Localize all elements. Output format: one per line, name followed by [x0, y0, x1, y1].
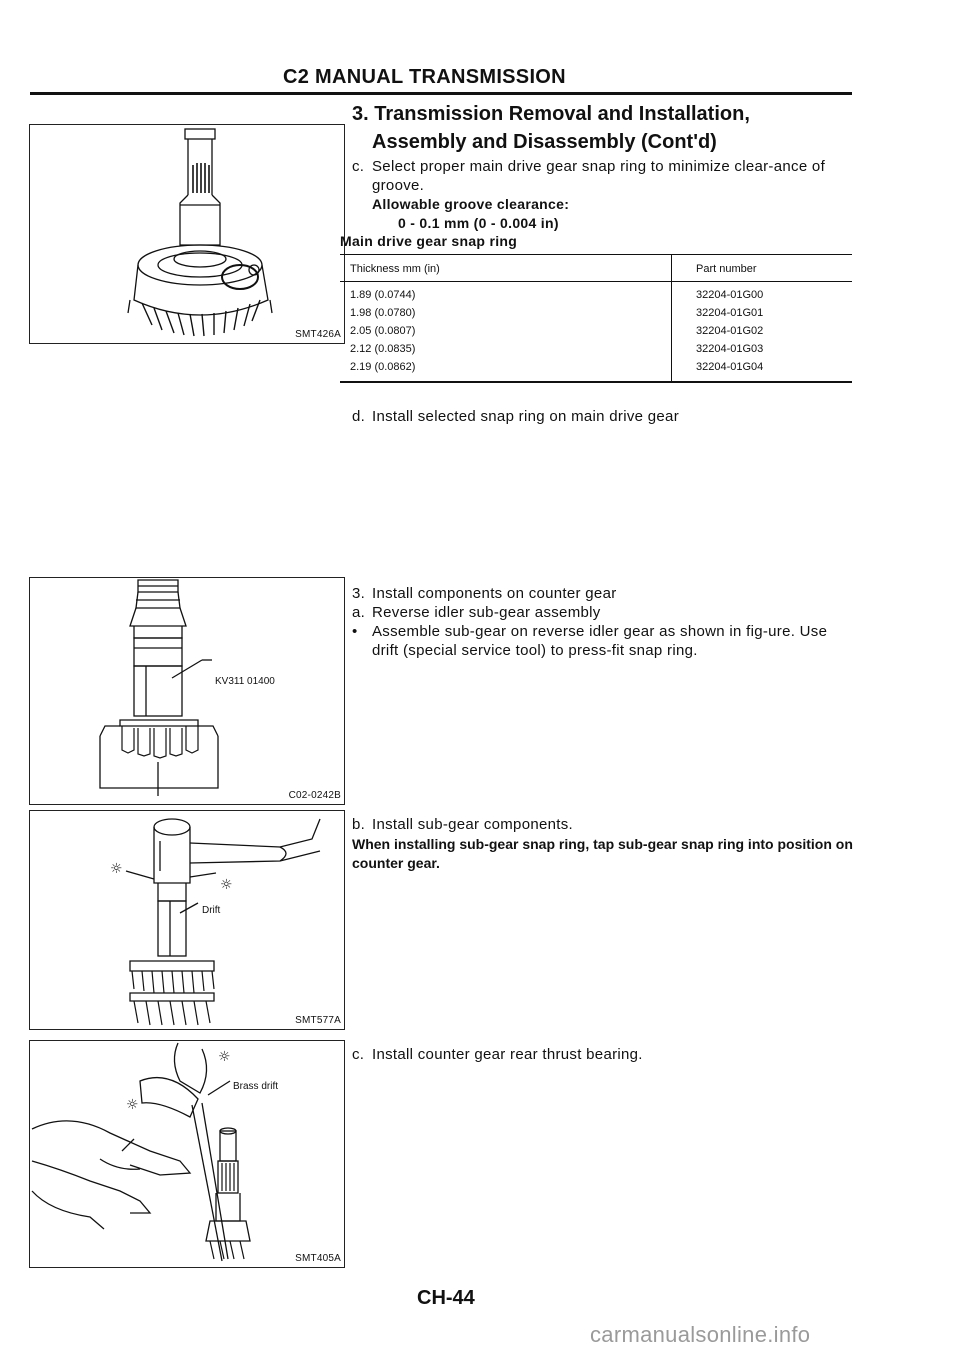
section-title-line2: Assembly and Disassembly (Cont'd) — [372, 131, 717, 153]
tool-label: Drift — [202, 905, 221, 916]
spec-value: 0 - 0.1 mm (0 - 0.004 in) — [398, 215, 559, 231]
figure-reverse-idler-gear — [29, 577, 345, 805]
step-marker: c. — [352, 1046, 365, 1063]
table-cell-thickness: 1.98 (0.0780) — [350, 307, 416, 319]
step-marker: 3. — [352, 585, 366, 602]
watermark: carmanualsonline.info — [590, 1322, 811, 1347]
step-c-thrust-bearing — [352, 1045, 852, 1064]
table-cell-part-number: 32204-01G03 — [672, 340, 853, 358]
table-row — [340, 340, 852, 358]
table-cell-thickness: 2.12 (0.0835) — [350, 343, 416, 355]
step-3-counter-gear — [352, 584, 852, 603]
table-cell-thickness: 2.19 (0.0862) — [340, 358, 672, 382]
figure-drift-counter-gear — [29, 810, 345, 1030]
step-marker: d. — [352, 408, 366, 425]
figure-code: SMT577A — [295, 1015, 341, 1026]
step-c-select-snap-ring — [352, 157, 852, 195]
step-a-reverse-idler — [352, 603, 852, 622]
figure-code: SMT426A — [295, 329, 341, 340]
snap-ring-table — [340, 254, 852, 383]
step-d-install-snap-ring — [352, 407, 852, 426]
reverse-idler-gear-illustration — [30, 578, 344, 804]
page-header-title: C2 MANUAL TRANSMISSION — [283, 66, 566, 88]
tool-label: KV311 01400 — [215, 676, 275, 687]
svg-text:☼: ☼ — [110, 861, 123, 877]
step-text: Reverse idler sub-gear assembly — [372, 604, 601, 621]
table-title: Main drive gear snap ring — [340, 233, 518, 249]
table-cell-part-number: 32204-01G02 — [672, 322, 853, 340]
table-row — [340, 282, 852, 305]
tool-label: Brass drift — [233, 1081, 279, 1092]
section-title — [352, 100, 750, 156]
table-cell-part-number: 32204-01G00 — [672, 282, 853, 305]
table-cell-thickness: 2.05 (0.0807) — [350, 325, 416, 337]
bullet-icon: • — [352, 623, 358, 640]
svg-text:☼: ☼ — [218, 1049, 231, 1065]
svg-text:☼: ☼ — [220, 877, 233, 893]
table-cell-part-number: 32204-01G04 — [672, 358, 853, 382]
step-b-subgear-components — [352, 815, 852, 834]
svg-text:☼: ☼ — [126, 1097, 139, 1113]
column-header-thickness: Thickness mm (in) — [350, 263, 440, 275]
step-marker: b. — [352, 816, 366, 833]
table-cell-thickness: 1.89 (0.0744) — [350, 289, 416, 301]
step-marker: a. — [352, 604, 366, 621]
page-number: CH-44 — [417, 1287, 475, 1309]
step-text: Install components on counter gear — [372, 585, 617, 602]
figure-code: C02-0242B — [288, 790, 341, 801]
figure-code: SMT405A — [295, 1253, 341, 1264]
brass-drift-illustration — [30, 1041, 344, 1267]
drift-counter-gear-illustration — [30, 811, 344, 1029]
figure-brass-drift-bearing — [29, 1040, 345, 1268]
step-text: Install sub-gear components. — [372, 816, 574, 833]
spec-label: Allowable groove clearance: — [372, 196, 570, 212]
table-row — [340, 322, 852, 340]
step-marker: c. — [352, 158, 365, 175]
table-cell-part-number: 32204-01G01 — [672, 304, 853, 322]
header-rule — [30, 92, 852, 95]
step-bullet-assemble-subgear — [352, 622, 852, 660]
table-row — [340, 358, 852, 382]
step-text: Install counter gear rear thrust bearing. — [372, 1046, 643, 1063]
table-header-row — [340, 255, 852, 282]
column-header-part-number: Part number — [672, 255, 853, 282]
step-text: Install selected snap ring on main drive gear — [372, 408, 679, 425]
step-text: Assemble sub-gear on reverse idler gear as shown in fig-ure. Use drift (special service tool) to press-fit snap ring. — [372, 623, 828, 659]
main-drive-gear-illustration — [30, 125, 344, 343]
step-b-note: When installing sub-gear snap ring, tap sub-gear snap ring into position on counter gear. — [352, 836, 853, 871]
figure-main-drive-gear — [29, 124, 345, 344]
section-title-line1: 3. Transmission Removal and Installation, — [352, 103, 750, 125]
table-row — [340, 304, 852, 322]
step-text: Select proper main drive gear snap ring to minimize clear-ance of groove. — [372, 158, 826, 194]
